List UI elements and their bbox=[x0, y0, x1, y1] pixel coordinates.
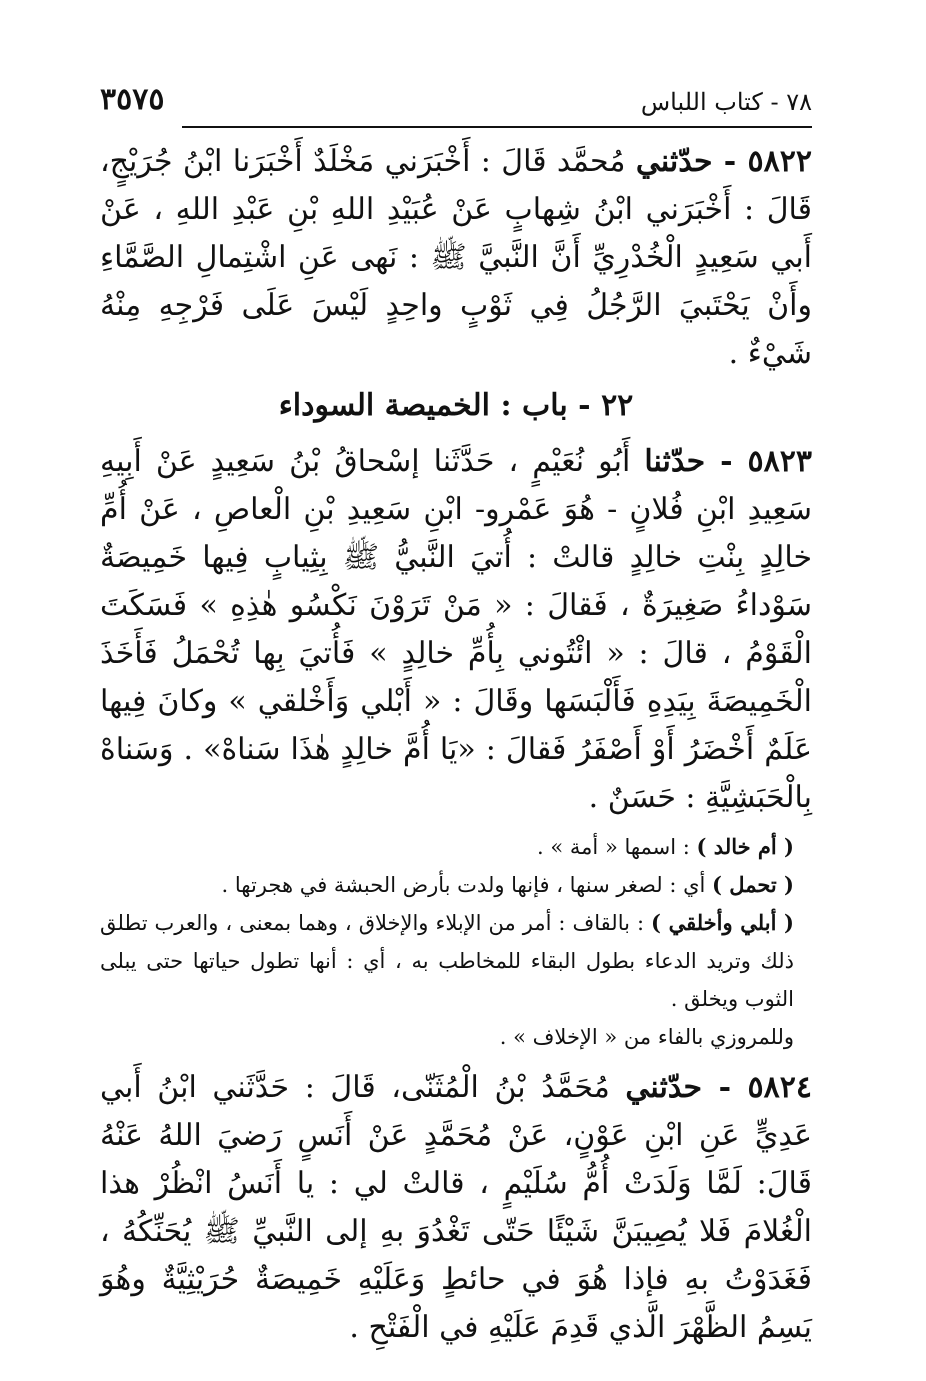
page-number: ٣٥٧٥ bbox=[100, 82, 165, 117]
page-header bbox=[100, 78, 812, 124]
commentary-text: : بالقاف : أمر من الإبلاء والإخلاق ، وهما بمعنى ، والعرب تطلق ذلك وتريد الدعاء بطول البقاء للمخاطب به ، أي : أنها تطول حياتها حتى يبلى الثوب ويخلق . bbox=[100, 911, 794, 1011]
commentary-note bbox=[100, 866, 812, 904]
hadith-5822-paragraph bbox=[100, 138, 812, 378]
page-body bbox=[100, 138, 812, 1352]
hadith-5823-paragraph bbox=[100, 438, 812, 822]
hadith-5823 bbox=[100, 438, 812, 822]
commentary-text: : اسمها « أمة » . bbox=[537, 835, 697, 859]
book-page bbox=[100, 78, 812, 1358]
commentary-text: أي : لصغر سنها ، فإنها ولدت بأرض الحبشة في هجرتها . bbox=[221, 873, 713, 897]
chapter-heading: ٢٢ - باب : الخميصة السوداء bbox=[278, 388, 634, 423]
hadith-text: أَبُو نُعَيْمٍ ، حَدَّثَنا إسْحاقُ بْنُ سَعِيدٍ عَنْ أَبِيهِ سَعِيدِ ابْنِ فُلانٍ - هُوَ عَمْرو- ابْنِ سَعِيدِ بْنِ الْعاصِ ، عَنْ أُمِّ خالِدٍ بِنْتِ خالِدٍ قالتْ : أُتيَ النَّبيُّ ﷺ بِثِيابٍ فِيها خَمِيصَةٌ سَوْداءُ صَغِيرَةٌ ، فَقالَ : « مَنْ تَرَوْنَ نَكْسُو هٰذِهِ » فَسَكَتَ الْقَوْمُ ، قالَ : « ائْتُوني بِأُمِّ خالِدٍ » فَأُتيَ بِها تُحْمَلُ فَأَخَذَ الْخَمِيصَةَ بِيَدِهِ فَأَلْبَسَها وقَالَ : « أَبْلي وَأَخْلقي » وكانَ فِيها عَلَمٌ أَخْضَرُ أَوْ أَصْفَرُ فَقالَ : «يَا أُمَّ خالِدٍ هٰذَا سَناهْ» . وَسَناهْ بِالْحَبَشِيَّةِ : حَسَنٌ . bbox=[100, 444, 813, 815]
hadith-number: ٥٨٢٣ - حدّثنا bbox=[644, 444, 812, 479]
hadith-number: ٥٨٢٤ - حدّثني bbox=[625, 1070, 812, 1105]
commentary-note-marwazi: وللمروزي بالفاء من « الإخلاف » . bbox=[499, 1025, 794, 1049]
commentary-note bbox=[100, 828, 812, 866]
chapter-title: ٧٨ - كتاب اللباس bbox=[640, 88, 812, 116]
commentary-term: ( أبلي وأخلقي ) bbox=[651, 910, 794, 935]
hadith-5822 bbox=[100, 138, 812, 378]
commentary-term: ( تحمل ) bbox=[712, 872, 794, 897]
commentary-term: ( أم خالد ) bbox=[696, 834, 794, 859]
hadith-5824-paragraph bbox=[100, 1064, 812, 1352]
spacer bbox=[100, 1056, 812, 1064]
header-rule bbox=[182, 126, 812, 128]
hadith-5824 bbox=[100, 1064, 812, 1352]
hadith-text: مُحمَّد قَالَ : أَخْبَرَني مَخْلَدٌ أَخْبَرَنا ابْنُ جُرَيْجٍ، قَالَ : أَخْبَرَني ابْنُ شِهابٍ عَنْ عُبَيْدِ اللهِ بْنِ عَبْدِ اللهِ ، عَنْ أَبي سَعِيدٍ الْخُدْرِيِّ أَنَّ النَّبيَّ ﷺ : نَهى عَنِ اشْتِمالِ الصَّمَّاءِ وأَنْ يَحْتَبيَ الرَّجُلُ فِي ثَوْبٍ واحِدٍ لَيْسَ عَلَى فَرْجِهِ مِنْهُ شَيْءٌ . bbox=[100, 144, 812, 371]
commentary-note bbox=[100, 904, 812, 1018]
hadith-number: ٥٨٢٢ - حدّثني bbox=[635, 144, 812, 179]
hadith-text: مُحَمَّدُ بْنُ الْمُثَنّى، قَالَ : حَدَّثَني ابْنُ أَبي عَدِيٍّ عَنِ ابْنِ عَوْنٍ، عَنْ مُحَمَّدٍ عَنْ أَنَسٍ رَضيَ اللهُ عَنْهُ قَالَ: لَمَّا وَلَدَتْ أُمُّ سُلَيْمٍ ، قالتْ لي : يا أَنَسُ انْظُرْ هذا الْغُلامَ فَلا يُصِيبَنَّ شَيْئًا حَتّى تَغْدُوَ بهِ إلى النَّبيِّ ﷺ يُحَنِّكُهُ ، فَغَدَوْتُ بهِ فإذا هُوَ في حائطٍ وَعَلَيْهِ خَمِيصَةٌ حُرَيْثِيَّةٌ وهُوَ يَسِمُ الظَّهْرَ الَّذي قَدِمَ عَلَيْهِ في الْفَتْحِ . bbox=[100, 1070, 812, 1345]
commentary bbox=[100, 828, 812, 1056]
